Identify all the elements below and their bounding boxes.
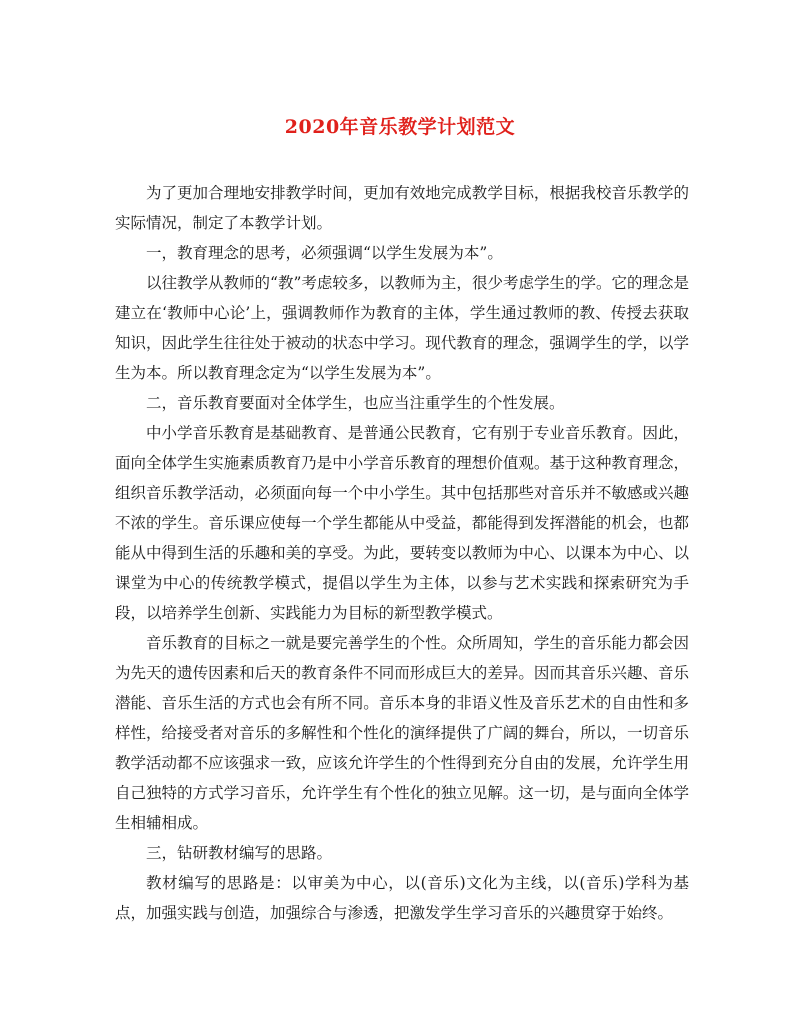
paragraph-section-2b: 音乐教育的目标之一就是要完善学生的个性。众所周知，学生的音乐能力都会因为先天的遗传因素和后天的教育条件不同而形成巨大的差异。因而其音乐兴趣、音乐潜能、音乐生活的方式也会有所不同。音乐本身的非语义性及音乐艺术的自由性和多样性，给接受者对音乐的多解性和个性化的演绎提供了广阔的舞台，所以，一切音乐教学活动都不应该强求一致，应该允许学生的个性得到充分自由的发展，允许学生用自己独特的方式学习音乐，允许学生有个性化的独立见解。这一切，是与面向全体学生相辅相成。: [115, 634, 689, 832]
paragraph-section-2a: 中小学音乐教育是基础教育、是普通公民教育，它有别于专业音乐教育。因此，面向全体学生实施素质教育乃是中小学音乐教育的理想价值观。基于这种教育理念，组织音乐教学活动，必须面向每一个中小学生。其中包括那些对音乐并不敏感或兴趣不浓的学生。音乐课应使每一个学生都能从中受益，都能得到发挥潜能的机会，也都能从中得到生活的乐趣和美的享受。为此，要转变以教师为中心、以课本为中心、以课堂为中心的传统教学模式，提倡以学生为主体，以参与艺术实践和探索研究为手段，以培养学生创新、实践能力为目标的新型教学模式。: [115, 424, 689, 622]
paragraph-intro: 为了更加合理地安排教学时间，更加有效地完成教学目标，根据我校音乐教学的实际情况，制定了本教学计划。: [115, 184, 689, 232]
paragraph-section-3: 教材编写的思路是：以审美为中心，以(音乐)文化为主线，以(音乐)学科为基点，加强实践与创造，加强综合与渗透，把激发学生学习音乐的兴趣贯穿于始终。: [115, 874, 689, 922]
paragraph-section-1: 以往教学从教师的“教”考虑较多，以教师为主，很少考虑学生的学。它的理念是建立在‘教师中心论’上，强调教师作为教育的主体，学生通过教师的教、传授去获取知识，因此学生往往处于被动的状态中学习。现代教育的理念，强调学生的学，以学生为本。所以教育理念定为“以学生发展为本”。: [115, 274, 689, 382]
heading-section-3: 三，钻研教材编写的思路。: [146, 844, 333, 862]
document-body: [115, 178, 689, 928]
heading-section-1: 一，教育理念的思考，必须强调“以学生发展为本”。: [146, 244, 503, 262]
heading-section-2: 二，音乐教育要面对全体学生，也应当注重学生的个性发展。: [146, 394, 565, 412]
document-title: 2020年音乐教学计划范文: [284, 116, 516, 138]
